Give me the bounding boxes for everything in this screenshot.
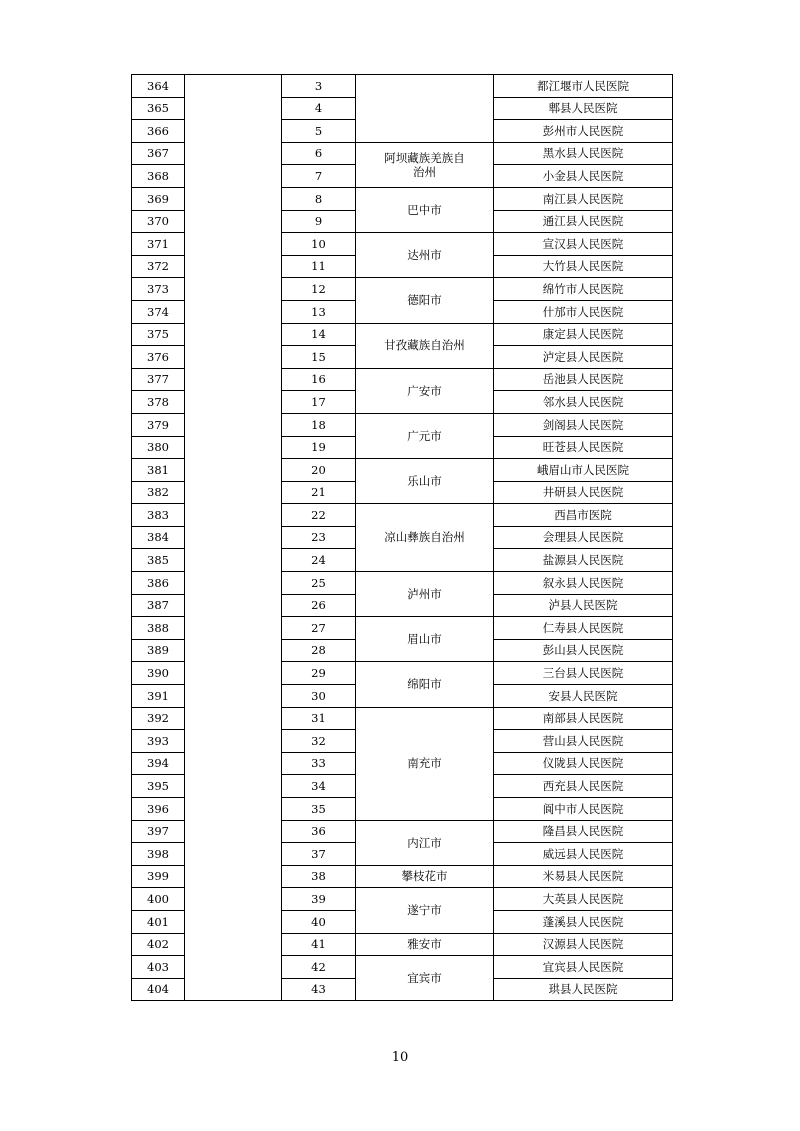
sub-index: 10	[282, 233, 356, 256]
hospital-name: 西昌市医院	[494, 504, 673, 527]
hospital-name: 仁寿县人民医院	[494, 617, 673, 640]
region-cell: 广安市	[356, 368, 494, 413]
hospital-name: 宣汉县人民医院	[494, 233, 673, 256]
hospital-name: 三台县人民医院	[494, 662, 673, 685]
row-index: 387	[132, 594, 185, 617]
sub-index: 38	[282, 865, 356, 888]
row-index: 400	[132, 888, 185, 911]
hospital-name: 南江县人民医院	[494, 187, 673, 210]
row-index: 380	[132, 436, 185, 459]
row-index: 371	[132, 233, 185, 256]
sub-index: 18	[282, 413, 356, 436]
hospital-name: 康定县人民医院	[494, 323, 673, 346]
row-index: 376	[132, 346, 185, 369]
sub-index: 7	[282, 165, 356, 188]
hospital-name: 珙县人民医院	[494, 978, 673, 1001]
hospital-name: 通江县人民医院	[494, 210, 673, 233]
row-index: 390	[132, 662, 185, 685]
hospital-name: 大英县人民医院	[494, 888, 673, 911]
sub-index: 31	[282, 707, 356, 730]
row-index: 383	[132, 504, 185, 527]
sub-index: 22	[282, 504, 356, 527]
region-cell: 泸州市	[356, 572, 494, 617]
sub-index: 19	[282, 436, 356, 459]
hospital-name: 叙永县人民医院	[494, 572, 673, 595]
row-index: 373	[132, 278, 185, 301]
row-index: 398	[132, 843, 185, 866]
hospital-name: 黑水县人民医院	[494, 142, 673, 165]
hospital-name: 岳池县人民医院	[494, 368, 673, 391]
sub-index: 40	[282, 910, 356, 933]
row-index: 369	[132, 187, 185, 210]
sub-index: 16	[282, 368, 356, 391]
row-index: 364	[132, 75, 185, 98]
row-index: 403	[132, 956, 185, 979]
hospital-name: 彭山县人民医院	[494, 639, 673, 662]
sub-index: 29	[282, 662, 356, 685]
row-index: 365	[132, 97, 185, 120]
row-index: 388	[132, 617, 185, 640]
row-index: 395	[132, 775, 185, 798]
hospital-name: 泸定县人民医院	[494, 346, 673, 369]
hospital-name: 威远县人民医院	[494, 843, 673, 866]
page-number: 10	[391, 1050, 409, 1065]
sub-index: 14	[282, 323, 356, 346]
sub-index: 39	[282, 888, 356, 911]
hospital-name: 隆昌县人民医院	[494, 820, 673, 843]
region-cell: 广元市	[356, 413, 494, 458]
row-index: 394	[132, 752, 185, 775]
hospital-name: 小金县人民医院	[494, 165, 673, 188]
row-index: 389	[132, 639, 185, 662]
region-cell: 攀枝花市	[356, 865, 494, 888]
row-index: 396	[132, 798, 185, 821]
sub-index: 8	[282, 187, 356, 210]
hospital-name: 汉源县人民医院	[494, 933, 673, 956]
region-cell: 眉山市	[356, 617, 494, 662]
row-index: 377	[132, 368, 185, 391]
sub-index: 28	[282, 639, 356, 662]
region-cell: 遂宁市	[356, 888, 494, 933]
hospital-name: 米易县人民医院	[494, 865, 673, 888]
hospital-name: 剑阁县人民医院	[494, 413, 673, 436]
region-cell: 甘孜藏族自治州	[356, 323, 494, 368]
region-cell: 雅安市	[356, 933, 494, 956]
row-index: 385	[132, 549, 185, 572]
sub-index: 41	[282, 933, 356, 956]
row-index: 372	[132, 255, 185, 278]
hospital-name: 什邡市人民医院	[494, 300, 673, 323]
region-cell: 南充市	[356, 707, 494, 820]
region-cell: 德阳市	[356, 278, 494, 323]
sub-index: 30	[282, 685, 356, 708]
sub-index: 12	[282, 278, 356, 301]
sub-index: 23	[282, 526, 356, 549]
row-index: 366	[132, 120, 185, 143]
row-index: 399	[132, 865, 185, 888]
region-cell	[356, 75, 494, 143]
hospital-name: 井研县人民医院	[494, 481, 673, 504]
hospital-name: 会理县人民医院	[494, 526, 673, 549]
sub-index: 36	[282, 820, 356, 843]
hospital-name: 蓬溪县人民医院	[494, 910, 673, 933]
region-cell: 宜宾市	[356, 956, 494, 1001]
sub-index: 15	[282, 346, 356, 369]
row-index: 391	[132, 685, 185, 708]
sub-index: 27	[282, 617, 356, 640]
hospital-name: 峨眉山市人民医院	[494, 459, 673, 482]
hospital-name: 泸县人民医院	[494, 594, 673, 617]
sub-index: 20	[282, 459, 356, 482]
row-index: 375	[132, 323, 185, 346]
row-index: 382	[132, 481, 185, 504]
row-index: 374	[132, 300, 185, 323]
hospital-table	[131, 74, 673, 1001]
hospital-name: 盐源县人民医院	[494, 549, 673, 572]
row-index: 368	[132, 165, 185, 188]
region-cell: 乐山市	[356, 459, 494, 504]
hospital-name: 南部县人民医院	[494, 707, 673, 730]
region-cell: 巴中市	[356, 187, 494, 232]
hospital-name: 郫县人民医院	[494, 97, 673, 120]
row-index: 393	[132, 730, 185, 753]
sub-index: 9	[282, 210, 356, 233]
row-index: 397	[132, 820, 185, 843]
sub-index: 24	[282, 549, 356, 572]
row-index: 402	[132, 933, 185, 956]
row-index: 367	[132, 142, 185, 165]
hospital-name: 旺苍县人民医院	[494, 436, 673, 459]
sub-index: 34	[282, 775, 356, 798]
sub-index: 35	[282, 798, 356, 821]
sub-index: 5	[282, 120, 356, 143]
hospital-name: 都江堰市人民医院	[494, 75, 673, 98]
row-index: 404	[132, 978, 185, 1001]
row-index: 379	[132, 413, 185, 436]
row-index: 381	[132, 459, 185, 482]
sub-index: 4	[282, 97, 356, 120]
row-index: 386	[132, 572, 185, 595]
hospital-name: 邻水县人民医院	[494, 391, 673, 414]
sub-index: 3	[282, 75, 356, 98]
sub-index: 13	[282, 300, 356, 323]
hospital-name: 大竹县人民医院	[494, 255, 673, 278]
sub-index: 33	[282, 752, 356, 775]
sub-index: 17	[282, 391, 356, 414]
hospital-name: 安县人民医院	[494, 685, 673, 708]
row-index: 392	[132, 707, 185, 730]
hospital-name: 阆中市人民医院	[494, 798, 673, 821]
hospital-name: 彭州市人民医院	[494, 120, 673, 143]
hospital-name: 西充县人民医院	[494, 775, 673, 798]
row-index: 370	[132, 210, 185, 233]
hospital-name: 宜宾县人民医院	[494, 956, 673, 979]
table-row	[132, 75, 673, 98]
sub-index: 32	[282, 730, 356, 753]
hospital-name: 绵竹市人民医院	[494, 278, 673, 301]
sub-index: 21	[282, 481, 356, 504]
row-index: 378	[132, 391, 185, 414]
province-cell	[185, 75, 282, 1001]
region-cell: 凉山彝族自治州	[356, 504, 494, 572]
sub-index: 43	[282, 978, 356, 1001]
sub-index: 6	[282, 142, 356, 165]
sub-index: 42	[282, 956, 356, 979]
sub-index: 11	[282, 255, 356, 278]
hospital-name: 仪陇县人民医院	[494, 752, 673, 775]
table-body	[132, 75, 673, 1001]
region-cell: 阿坝藏族羌族自治州	[356, 142, 494, 187]
sub-index: 25	[282, 572, 356, 595]
region-cell: 达州市	[356, 233, 494, 278]
region-cell: 绵阳市	[356, 662, 494, 707]
sub-index: 26	[282, 594, 356, 617]
sub-index: 37	[282, 843, 356, 866]
hospital-name: 营山县人民医院	[494, 730, 673, 753]
region-cell: 内江市	[356, 820, 494, 865]
row-index: 384	[132, 526, 185, 549]
row-index: 401	[132, 910, 185, 933]
